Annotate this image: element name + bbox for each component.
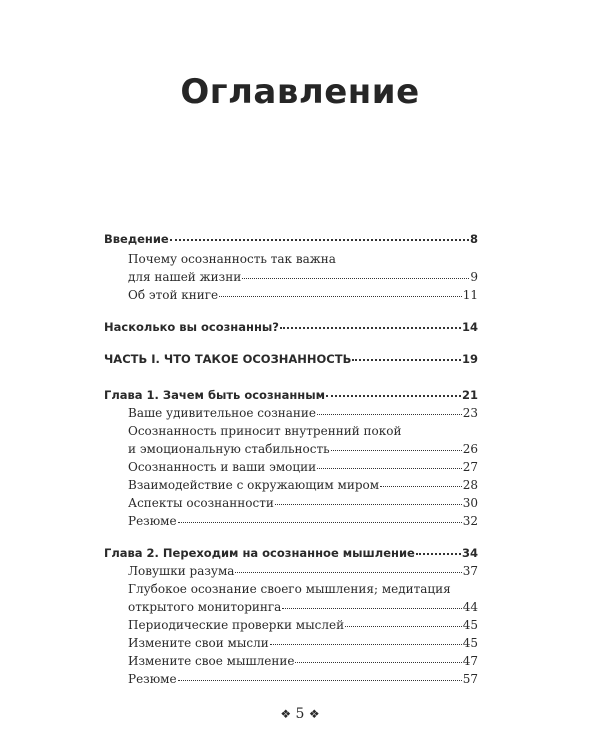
toc-entry-label: Насколько вы осознанны? (104, 320, 279, 334)
toc-entry-label: Глава 2. Переходим на осознанное мышление (104, 546, 415, 560)
toc-entry-page: 47 (462, 654, 478, 668)
toc-entry-label: Измените свое мышление (128, 654, 295, 668)
toc-entry-page: 8 (469, 232, 478, 246)
toc-leader-dots (295, 651, 461, 663)
toc-leader-dots (317, 403, 462, 415)
ornament-right-icon: ❖ (308, 707, 320, 721)
toc-entry (128, 422, 478, 440)
toc-entry (128, 494, 478, 512)
toc-entry (104, 350, 478, 368)
toc-entry (128, 250, 478, 268)
toc-entry-page: 27 (462, 460, 478, 474)
toc-entry-label: Измените свои мысли (128, 636, 269, 650)
toc-entry-label: Введение (104, 232, 169, 246)
toc-entry-label: и эмоциональную стабильность (128, 442, 330, 456)
toc-entry-page: 19 (461, 352, 478, 366)
toc-entry-label: Аспекты осознанности (128, 496, 274, 510)
toc-entry-page: 44 (462, 600, 478, 614)
toc-leader-dots (275, 493, 462, 505)
toc-entry (104, 230, 478, 248)
toc-leader-dots (280, 316, 461, 329)
toc-leader-dots (331, 439, 462, 451)
toc-entry (128, 268, 478, 286)
toc-entry (128, 440, 478, 458)
toc-entry (128, 616, 478, 634)
toc-leader-dots (242, 267, 469, 279)
toc-leader-dots (345, 615, 462, 627)
toc-entry-page: 30 (462, 496, 478, 510)
toc-entry-label: Глубокое осознание своего мышления; медитация (128, 582, 451, 596)
toc-entry (128, 562, 478, 580)
toc-leader-dots (380, 475, 462, 487)
toc-entry-page: 57 (462, 672, 478, 686)
toc-entry-label: Почему осознанность так важна (128, 252, 336, 266)
toc-entry (104, 318, 478, 336)
toc-entry-label: Резюме (128, 672, 177, 686)
toc-entry-page: 37 (462, 564, 478, 578)
toc-entry-page: 14 (461, 320, 478, 334)
toc-entry-page: 11 (462, 288, 478, 302)
toc-entry (128, 652, 478, 670)
toc-entry-label: Глава 1. Зачем быть осознанным (104, 388, 326, 402)
toc-entry (128, 580, 478, 598)
toc-entry-page: 26 (462, 442, 478, 456)
page-footer (0, 706, 600, 722)
toc-leader-dots (170, 228, 469, 241)
toc-entry-page: 9 (470, 270, 478, 284)
toc-entry-label: Осознанность приносит внутренний покой (128, 424, 402, 438)
toc-leader-dots (326, 384, 461, 397)
toc-entry-label: Взаимодействие с окружающим миром (128, 478, 380, 492)
toc-entry (128, 404, 478, 422)
toc-entry-label: Ваше удивительное сознание (128, 406, 317, 420)
toc-leader-dots (178, 511, 462, 523)
toc-entry (128, 598, 478, 616)
toc-entry-page: 23 (462, 406, 478, 420)
toc-entry-page: 45 (462, 618, 478, 632)
toc-leader-dots (282, 597, 461, 609)
toc-entry-label: Периодические проверки мыслей (128, 618, 345, 632)
toc-entry-page: 34 (461, 546, 478, 560)
toc-entry-label: открытого мониторинга (128, 600, 282, 614)
toc-entry-page: 21 (461, 388, 478, 402)
toc-entry (104, 386, 478, 404)
toc-entry-page: 28 (462, 478, 478, 492)
toc-entry (128, 286, 478, 304)
toc-entry-label: ЧАСТЬ I. ЧТО ТАКОЕ ОСОЗНАННОСТЬ (104, 352, 352, 366)
toc-entry-page: 32 (462, 514, 478, 528)
toc-entry (128, 670, 478, 688)
toc-entry-label: для нашей жизни (128, 270, 242, 284)
toc-entry (104, 544, 478, 562)
toc-entry (128, 512, 478, 530)
toc-leader-dots (270, 633, 462, 645)
toc-entry-label: Осознанность и ваши эмоции (128, 460, 317, 474)
ornament-left-icon: ❖ (280, 707, 292, 721)
page-title: Оглавление (180, 72, 420, 112)
toc-entry-label: Резюме (128, 514, 177, 528)
toc-entry (128, 458, 478, 476)
toc-leader-dots (317, 457, 462, 469)
page-number: 5 (295, 706, 305, 722)
toc-leader-dots (178, 669, 462, 681)
toc-leader-dots (219, 285, 462, 297)
toc-leader-dots (416, 542, 461, 555)
toc-entry-label: Ловушки разума (128, 564, 235, 578)
toc-entry-page: 45 (462, 636, 478, 650)
toc-leader-dots (352, 348, 461, 361)
toc-entry (128, 476, 478, 494)
toc-leader-dots (235, 561, 461, 573)
toc-entry-label: Об этой книге (128, 288, 219, 302)
toc-entry (128, 634, 478, 652)
